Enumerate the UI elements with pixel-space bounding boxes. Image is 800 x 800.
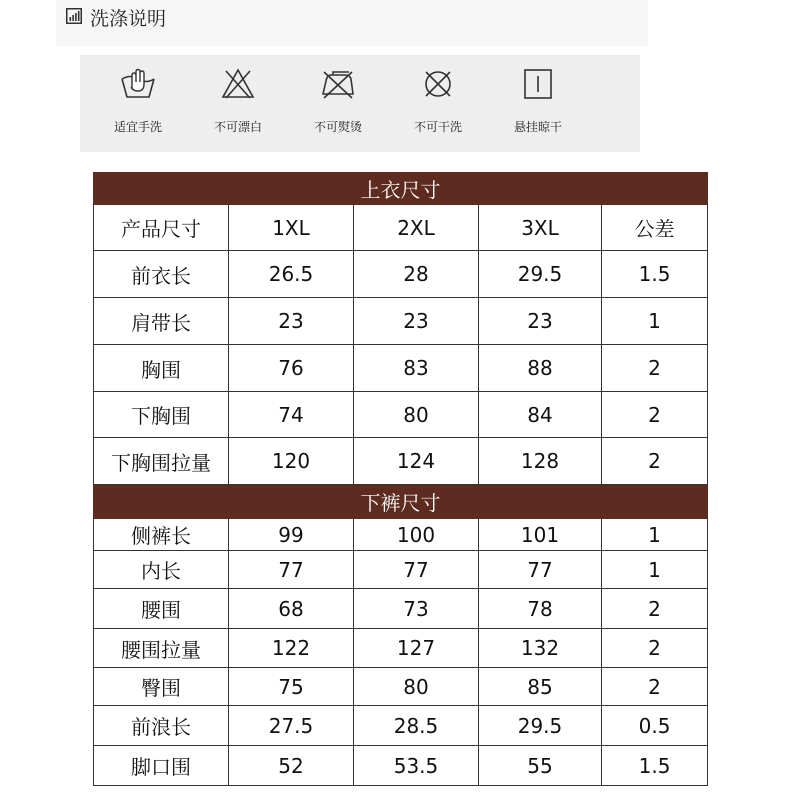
row-label: 内长: [94, 551, 229, 589]
table-cell: 77: [479, 551, 602, 589]
table-cell: 78: [479, 589, 602, 629]
table-cell: 80: [354, 668, 479, 706]
row-label: 胸围: [94, 345, 229, 392]
header-cell: 产品尺寸: [94, 205, 229, 251]
table-cell: 2: [602, 438, 708, 485]
bar-chart-icon: [66, 8, 82, 28]
care-label: 悬挂晾干: [513, 120, 562, 134]
header-cell: 1XL: [229, 205, 354, 251]
table-cell: 29.5: [479, 251, 602, 298]
header-cell: 2XL: [354, 205, 479, 251]
bottom-section-title: 下裤尺寸: [94, 485, 708, 519]
table-cell: 122: [229, 629, 354, 668]
table-row: [94, 392, 708, 438]
table-cell: 124: [354, 438, 479, 485]
row-label: 侧裤长: [94, 519, 229, 551]
table-header-row: [94, 205, 708, 251]
row-label: 腰围拉量: [94, 629, 229, 668]
table-cell: 132: [479, 629, 602, 668]
care-item-hang-dry: [488, 67, 588, 135]
hand-wash-icon: [118, 67, 158, 101]
table-cell: 127: [354, 629, 479, 668]
table-cell: 2: [602, 668, 708, 706]
table-cell: 76: [229, 345, 354, 392]
row-label: 腰围: [94, 589, 229, 629]
top-section-title: 上衣尺寸: [94, 173, 708, 205]
row-label: 下胸围拉量: [94, 438, 229, 485]
table-cell: 28: [354, 251, 479, 298]
table-row: [94, 298, 708, 345]
header-cell: 3XL: [479, 205, 602, 251]
table-cell: 1.5: [602, 746, 708, 786]
table-cell: 0.5: [602, 706, 708, 746]
no-bleach-icon: [218, 67, 258, 101]
table-row: [94, 345, 708, 392]
table-cell: 2: [602, 629, 708, 668]
row-label: 脚口围: [94, 746, 229, 786]
table-cell: 23: [479, 298, 602, 345]
care-label: 不可漂白: [213, 120, 262, 134]
row-label: 臀围: [94, 668, 229, 706]
table-cell: 23: [229, 298, 354, 345]
table-cell: 128: [479, 438, 602, 485]
care-label: 不可熨烫: [313, 120, 362, 134]
row-label: 下胸围: [94, 392, 229, 438]
table-cell: 88: [479, 345, 602, 392]
wash-instructions-title: 洗涤说明: [90, 8, 167, 30]
size-chart-table: [93, 172, 708, 786]
row-label: 肩带长: [94, 298, 229, 345]
table-cell: 29.5: [479, 706, 602, 746]
table-cell: 101: [479, 519, 602, 551]
table-row: [94, 519, 708, 551]
table-row: [94, 706, 708, 746]
table-row: [94, 629, 708, 668]
table-cell: 99: [229, 519, 354, 551]
table-cell: 1.5: [602, 251, 708, 298]
table-cell: 75: [229, 668, 354, 706]
table-cell: 74: [229, 392, 354, 438]
table-cell: 27.5: [229, 706, 354, 746]
table-cell: 83: [354, 345, 479, 392]
table-cell: 80: [354, 392, 479, 438]
bottom-section-header-row: [94, 485, 708, 519]
care-label: 适宜手洗: [113, 120, 162, 134]
table-cell: 28.5: [354, 706, 479, 746]
row-label: 前衣长: [94, 251, 229, 298]
header-cell: 公差: [602, 205, 708, 251]
table-cell: 73: [354, 589, 479, 629]
table-cell: 100: [354, 519, 479, 551]
care-item-no-iron: [288, 67, 388, 135]
table-cell: 77: [354, 551, 479, 589]
table-cell: 2: [602, 589, 708, 629]
hang-dry-icon: [518, 67, 558, 101]
care-item-no-dry-clean: [388, 67, 488, 135]
table-cell: 77: [229, 551, 354, 589]
table-cell: 23: [354, 298, 479, 345]
table-row: [94, 251, 708, 298]
table-cell: 84: [479, 392, 602, 438]
table-row: [94, 746, 708, 786]
table-row: [94, 438, 708, 485]
table-row: [94, 589, 708, 629]
table-cell: 26.5: [229, 251, 354, 298]
table-cell: 68: [229, 589, 354, 629]
table-cell: 1: [602, 298, 708, 345]
table-cell: 53.5: [354, 746, 479, 786]
care-label: 不可干洗: [413, 120, 462, 134]
no-iron-icon: [318, 67, 358, 101]
top-section-header-row: [94, 173, 708, 205]
row-label: 前浪长: [94, 706, 229, 746]
table-cell: 85: [479, 668, 602, 706]
table-row: [94, 668, 708, 706]
table-cell: 52: [229, 746, 354, 786]
table-row: [94, 551, 708, 589]
wash-instructions-header: [56, 0, 648, 46]
care-instructions-panel: [80, 55, 640, 152]
table-cell: 120: [229, 438, 354, 485]
care-item-no-bleach: [188, 67, 288, 135]
table-cell: 1: [602, 551, 708, 589]
table-cell: 2: [602, 345, 708, 392]
table-cell: 55: [479, 746, 602, 786]
table-cell: 2: [602, 392, 708, 438]
care-item-hand-wash: [88, 67, 188, 135]
table-cell: 1: [602, 519, 708, 551]
no-dry-clean-icon: [418, 67, 458, 101]
